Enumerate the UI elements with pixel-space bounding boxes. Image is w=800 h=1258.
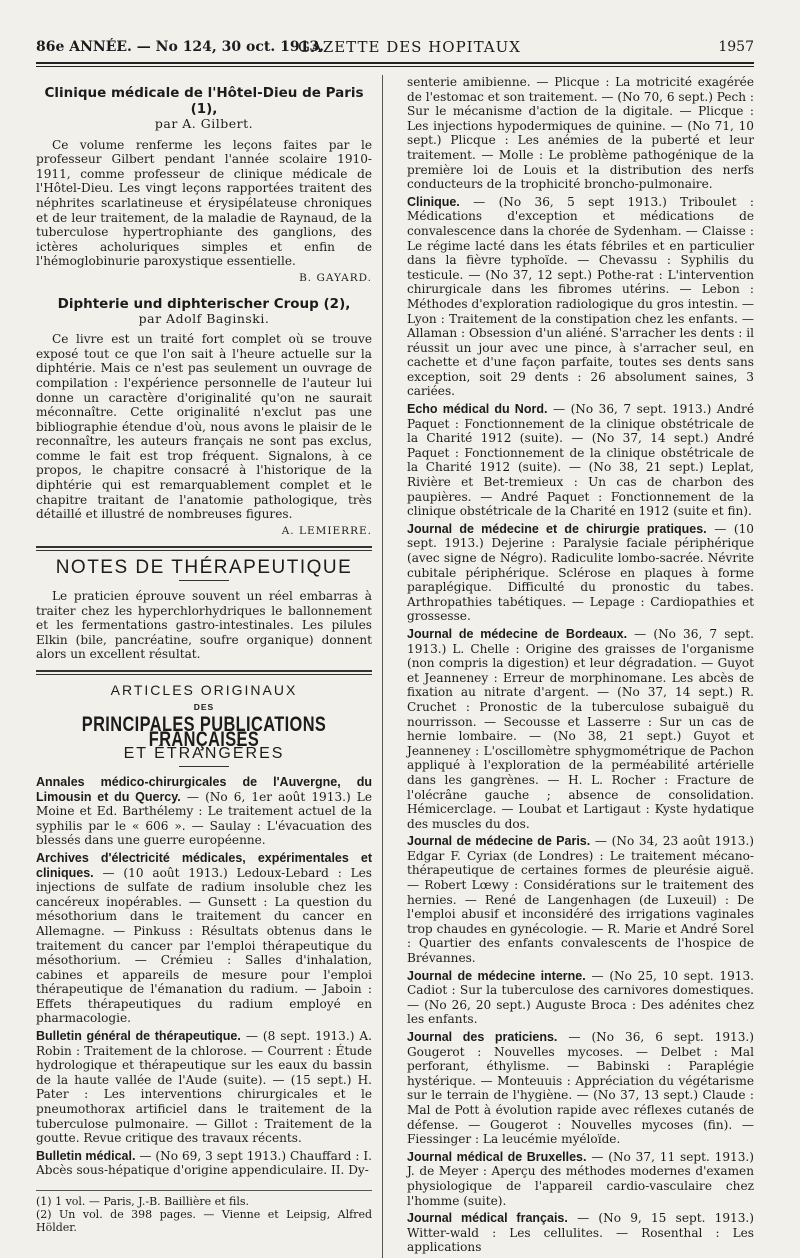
- journal-contents: — (No 36, 5 sept 1913.) Triboulet : Médications d'exception et médications de convalescence dans la chorée de Sydenham. — Claisse : Le régime lacté dans les états fébriles et en particulier dans la fièvre typhoïde. — Chevassu : Syphilis du testicule. — (No 37, 12 sept.) Pothe-rat : L'intervention chirurgicale dans les fibromes utérins. — Lebon : Méthodes d'exploration radiologique du gros intestin. — Lyon : Traitement de la constipation chez les enfants. — Allaman : Obsession d'un aliéné. S'arracher les dents : il réussit un jour avec une pince, à s'arracher seul, en cachette et d'une façon parfaite, toutes ses dents sans exception, soit 29 dents : 26 absolument saines, 3 cariées.: [407, 194, 754, 399]
- journal-name: Journal de médecine et de chirurgie pratiques.: [407, 521, 707, 536]
- review-1-author: par A. Gilbert.: [154, 116, 254, 131]
- journal-entry: [36, 775, 372, 848]
- articles-headline: PRINCIPALES PUBLICATIONS FRANÇAISES: [81, 713, 327, 751]
- journal-name: Echo médical du Nord.: [407, 402, 548, 417]
- journal-name: Journal de médecine de Paris.: [407, 834, 591, 849]
- articles-short-rule: [179, 766, 229, 767]
- journal-contents: — (No 36, 6 sept. 1913.) Gougerot : Nouvelles mycoses. — Delbet : Mal perforant, éthylisme. — Babinski : Paraplégie hystérique. — Monteuuis : Appréciation du végétarisme sur le terrain de l'hygiène. — (No 37, 13 sept.) Claude : Mal de Pott à évolution rapide avec réflexes cutanés de défense. — Gougerot : Nouvelles mycoses (fin). — Fiessinger : La leucémie myéloïde.: [407, 1030, 754, 1147]
- journal-name: Journal de médecine interne.: [407, 968, 586, 983]
- newspaper-page: [36, 34, 754, 1258]
- journal-contents: — (No 34, 23 août 1913.) Edgar F. Cyriax (de Londres) : Le traitement mécano-thérapeutique de certaines formes de pleurésie aiguë. — Robert Lœwy : Considérations sur le traitement des hernies. — René de Langenhagen (de Luxeuil) : De l'emploi abusif et inconsidéré des irrigations vaginales trop chaudes en gynécologie. — R. Marie et André Sorel : Quartier des enfants convalescents de l'hospice de Brévannes.: [407, 834, 755, 966]
- columns: [36, 75, 754, 1258]
- notes-title: NOTES DE THÉRAPEUTIQUE: [55, 557, 353, 579]
- journal-name: Annales médico-chirurgicales de l'Auvergne, du Limousin et du Quercy.: [36, 774, 372, 804]
- journal-contents: — (No 9, 15 sept. 1913.) Witter-wald : Les cellulites. — Rosenthal : Les applications: [407, 1211, 754, 1255]
- issue-line: 86e ANNÉE. — No 124, 30 oct. 1913.: [36, 39, 324, 55]
- review-1-body: Ce volume renferme les leçons faites par le professeur Gilbert pendant l'année scolaire 1910-1911, comme professeur de clinique médicale de l'Hôtel-Dieu. Les vingt leçons rapportées traitent des néphrites scarlatineuse et érysipélateuse chroniques et de leur traitement, de la maladie de Raynaud, de la tuberculose hypertrophiante des ganglions, des ictères acholuriques simples et enfin de l'hémoglobinurie paroxystique essentielle.: [36, 137, 372, 269]
- journal-name: Journal médical français.: [407, 1211, 568, 1226]
- journal-contents: — (No 69, 3 sept 1913.) Chauffard : I. Abcès sous-hépatique d'origine appendiculaire. II. Dy-: [36, 1148, 372, 1178]
- right-entries: [407, 195, 754, 1255]
- review-2-signature: A. LEMIERRE.: [281, 524, 372, 537]
- journal-contents: — (10 août 1913.) Ledoux-Lebard : Les injections de sulfate de radium insoluble chez les cancéreux inopérables. — Gunsett : La question du mésothorium dans le traitement du cancer en Allemagne. — Pinkuss : Résultats obtenus dans le traitement du cancer par l'emploi thérapeutique du mésothorium. — Crémieu : Salles d'inhalation, cabines et appareils de mesure pour l'emploi thérapeutique de l'émanation du radium. — Jaboin : Effets thérapeutiques du radium employé en pharmacologie.: [36, 865, 372, 1026]
- journal-entry: [407, 969, 754, 1027]
- journal-name: Bulletin médical.: [36, 1148, 136, 1163]
- articles-subtitle: ET ÉTRANGÈRES: [123, 745, 285, 763]
- journal-entry: [407, 1150, 754, 1208]
- section-divider: [36, 546, 372, 551]
- journal-contents: — (No 36, 7 sept. 1913.) L. Chelle : Origine des graisses de l'organisme (non compris la digestion) et leur dégradation. — Guyot et Jeanneney : Erreur de morphinomane. Les abcès de fixation au nitrate d'argent. — (No 37, 14 sept.) R. Cruchet : Pronostic de la tuberculose subaiguë du nourrisson. — Secousse et Lasserre : Sur un cas de hernie lombaire. — (No 38, 21 sept.) Guyot et Jeanneney : L'oscillomètre sphygmométrique de Pachon appliqué à l'exploration de la perméabilité artérielle dans les gangrènes. — H. L. Rocher : Fracture de l'olécrâne gauche ; absence de consolidation. Hémicerclage. — Loubat et Lartigaut : Kyste hydatique des muscles du dos.: [407, 626, 754, 831]
- journal-contents: — (No 25, 10 sept. 1913. Cadiot : Sur la tuberculose des carnivores domestiques. — (No 26, 20 sept.) Auguste Broca : Des adénites chez les enfants.: [407, 968, 755, 1027]
- journal-entry: [407, 627, 754, 831]
- journal-entry: [407, 834, 754, 965]
- footnote-2: (2) Un vol. de 398 pages. — Vienne et Leipsig, Alfred Hölder.: [36, 1208, 372, 1234]
- header-rule: [36, 62, 754, 67]
- journal-entry: [407, 402, 754, 519]
- journal-contents: — (10 sept. 1913.) Dejerine : Paralysie faciale périphérique (avec signe de Négro). Radiculite lombo-sacrée. Névrite cubitale périphérique. Sclérose en plaques à forme paraplégique. Difficulté du pronostic du tabes. Arthropathies tabétiques. — Lepage : Cardiopathies et grossesse.: [407, 521, 754, 624]
- footnotes: [36, 1190, 372, 1234]
- journal-entry: [36, 1029, 372, 1146]
- review-2-title: Diphterie und diphterischer Croup (2),: [57, 295, 351, 312]
- right-column: [407, 75, 754, 1258]
- journal-entry: [36, 851, 372, 1026]
- journal-name: Journal médical de Bruxelles.: [407, 1149, 587, 1164]
- journal-contents: — (No 37, 11 sept. 1913.) J. de Meyer : Aperçu des méthodes modernes d'examen physiologique de l'appareil cardio-vasculaire chez l'homme (suite).: [407, 1149, 754, 1208]
- left-entries: [36, 775, 372, 1178]
- newspaper-title: GAZETTE DES HOPITAUX: [298, 38, 521, 56]
- journal-name: Bulletin général de thérapeutique.: [36, 1029, 241, 1044]
- journal-entry: [407, 1211, 754, 1255]
- page-number: 1957: [718, 39, 754, 55]
- notes-body: Le praticien éprouve souvent un réel embarras à traiter chez les hyperchlorhydriques le ballonnement et les fermentations gastro-intestinales. Les pilules Elkin (bile, pancréatine, soufre organique) donnent alors un excellent résultat.: [36, 589, 372, 662]
- journal-contents: — (No 6, 1er août 1913.) Le Moine et Ed. Barthélemy : Le traitement actuel de la syphilis par le « 606 ». — Saulay : L'évacuation des blessés dans une guerre européenne.: [36, 789, 372, 848]
- review-1-signature: B. GAYARD.: [299, 271, 372, 284]
- articles-des: DES: [193, 701, 215, 712]
- journal-name: Journal des praticiens.: [407, 1030, 558, 1044]
- journal-name: Clinique.: [407, 194, 460, 209]
- review-2-author: par Adolf Baginski.: [138, 310, 270, 326]
- running-head: [36, 34, 754, 60]
- articles-title: ARTICLES ORIGINAUX: [110, 682, 298, 698]
- journal-contents: — (No 36, 7 sept. 1913.) André Paquet : Fonctionnement de la clinique obstétricale de la Charité 1912 (suite). — (No 37, 14 sept.) André Paquet : Fonctionnement de la clinique obstétricale de la Charité 1912 (suite). — (No 38, 21 sept.) Leplat, Rivière et Bet-tremieux : Un cas de charbon des paupières. — André Paquet : Fonctionnement de la clinique obstétricale de la Charité en 1912 (suite et fin).: [407, 402, 754, 519]
- footnote-1: (1) 1 vol. — Paris, J.-B. Baillière et fils.: [36, 1195, 250, 1208]
- notes-short-rule: [179, 580, 229, 581]
- review-2-body: Ce livre est un traité fort complet où se trouve exposé tout ce que l'on sait à l'heure actuelle sur la diphtérie. Mais ce n'est pas seulement un ouvrage de compilation : l'expérience personnelle de l'auteur lui donne un caractère d'originalité qu'on ne saurait méconnaître. Cette originalité n'exclut pas une bibliographie étendue d'où, nous avons le plaisir de le reconnaître, les auteurs français ne sont pas exclus, comme le fait est trop fréquent. Signalons, à ce propos, le chapitre consacré à l'historique de la diphtérie qui est remarquablement complet et le chapitre traitant de l'anatomie pathologique, très détaillé et illustré de nombreuses figures.: [36, 332, 372, 522]
- continued-text: senterie amibienne. — Plicque : La motricité exagérée de l'estomac et son traitement. — (No 70, 6 sept.) Pech : Sur le mécanisme d'action de la digitale. — Plicque : Les injections hypodermiques de quinine. — (No 71, 10 sept.) Plicque : Les anémies de la puberté et leur traitement. — Molle : Le problème pathogénique de la première loi de Louis et la distribution des nerfs conducteurs de la trophicité broncho-pulmonaire.: [407, 75, 754, 192]
- journal-entry: [407, 195, 754, 399]
- review-1-title: Clinique médicale de l'Hôtel-Dieu de Paris (1),: [44, 85, 364, 117]
- journal-name: Journal de médecine de Bordeaux.: [407, 626, 628, 641]
- journal-entry: [407, 1030, 754, 1147]
- journal-entry: [36, 1149, 372, 1178]
- left-column: [36, 75, 383, 1258]
- section-divider: [36, 670, 372, 675]
- journal-name: Archives d'électricité médicales, expérimentales et cliniques.: [36, 850, 372, 880]
- journal-contents: — (8 sept. 1913.) A. Robin : Traitement de la chlorose. — Courrent : Étude hydrologique et thérapeutique sur les eaux du bassin de la haute vallée de l'Aude (suite). — (15 sept.) H. Pater : Les interventions chirurgicales et le pneumothorax artificiel dans le traitement de la tuberculose pulmonaire. — Gillot : Traitement de la goutte. Revue critique des travaux récents.: [36, 1029, 372, 1146]
- journal-entry: [407, 522, 754, 624]
